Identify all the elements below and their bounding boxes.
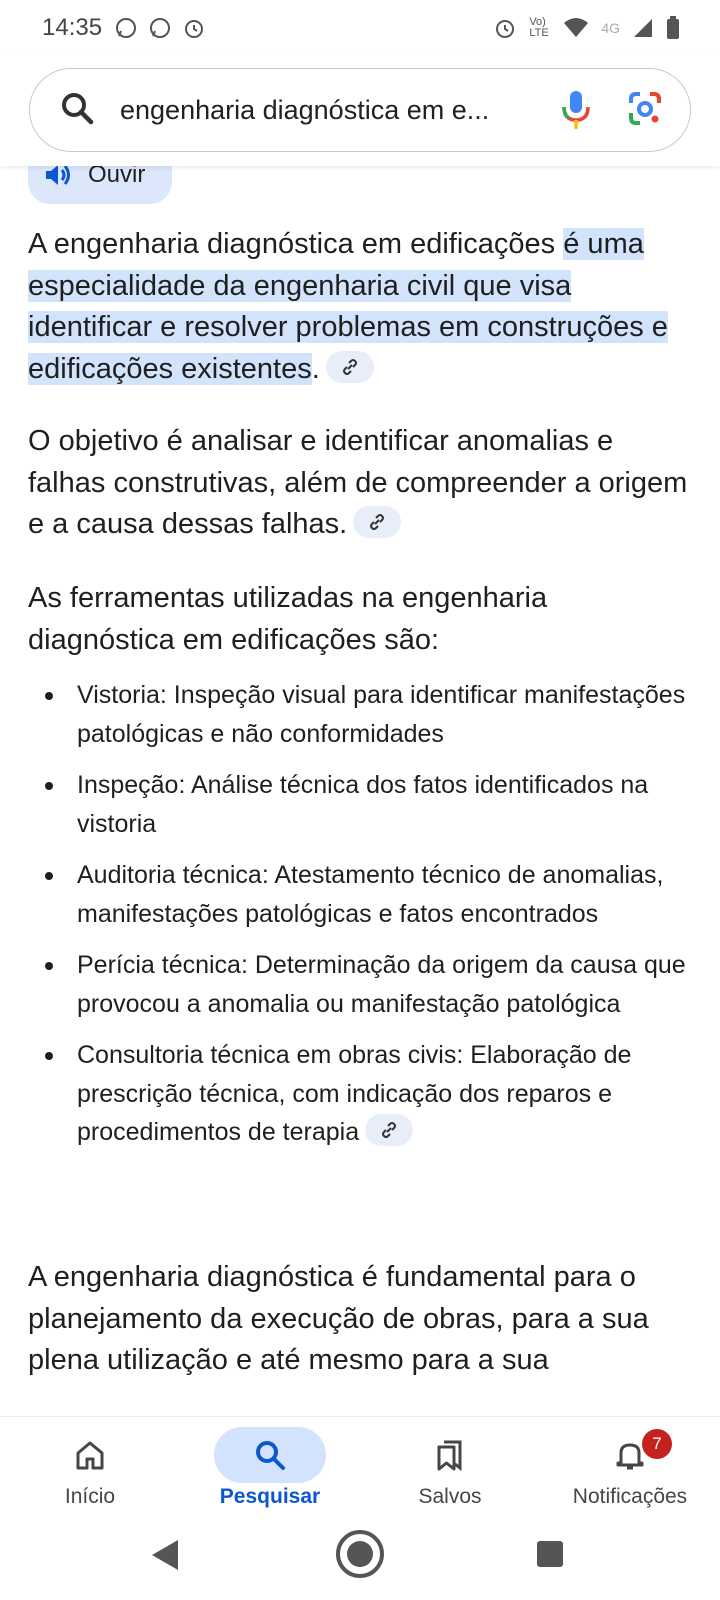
list-item: Auditoria técnica: Atestamento técnico de anomalias, manifestações patológicas e fatos encontrados: [28, 856, 698, 933]
nav-saved[interactable]: [375, 1417, 525, 1527]
nav-notifications[interactable]: [555, 1417, 705, 1527]
source-link-chip[interactable]: [326, 351, 374, 383]
list-item: [28, 1036, 698, 1152]
clock: 14:35: [42, 14, 103, 41]
bookmarks-icon: [433, 1438, 467, 1472]
search-icon: [253, 1438, 287, 1472]
system-navigation: [0, 1526, 720, 1600]
recents-icon[interactable]: [536, 1540, 564, 1568]
search-header: [0, 56, 720, 166]
link-icon: [341, 358, 359, 376]
whatsapp-icon: [148, 16, 172, 40]
speaker-icon: [44, 166, 72, 188]
search-box[interactable]: [29, 68, 691, 152]
volte-indicator: Vo) LTE: [529, 16, 549, 39]
alarm-icon: [493, 16, 517, 40]
source-link-chip[interactable]: [353, 506, 401, 538]
paragraph-tools-intro: As ferramentas utilizadas na engenharia diagnóstica em edificações são:: [28, 582, 548, 656]
list-item: Perícia técnica: Determinação da origem da causa que provocou a anomalia ou manifestação patológica: [28, 946, 698, 1023]
mic-icon[interactable]: [558, 87, 594, 133]
search-icon[interactable]: [58, 89, 98, 129]
status-bar: [0, 0, 720, 56]
battery-icon: [666, 16, 680, 40]
signal-icon: [632, 17, 654, 39]
objective-text: O objetivo é analisar e identificar anomalias e falhas construtivas, além de compreender a origem e a causa dessas falhas.: [28, 425, 688, 540]
tools-list: [28, 676, 698, 1165]
listen-label: Ouvir: [88, 166, 146, 188]
home-circle-icon[interactable]: [334, 1528, 386, 1580]
paragraph-conclusion: A engenharia diagnóstica é fundamental para o planejamento da execução de obras, para a sua plena utilização e até mesmo para a sua: [28, 1261, 649, 1376]
paragraph-definition: [28, 224, 692, 390]
definition-end: .: [311, 352, 320, 385]
whatsapp-icon: [114, 16, 138, 40]
ai-overview-content: [0, 166, 720, 1416]
home-icon: [73, 1438, 107, 1472]
source-link-chip[interactable]: [365, 1114, 413, 1146]
definition-highlight: é uma especialidade da engenharia civil que visa identificar e resolver problemas em construções e edificações existentes: [28, 228, 668, 385]
nav-search-label: Pesquisar: [219, 1485, 321, 1508]
bottom-navigation: [0, 1416, 720, 1527]
nav-saved-label: Salvos: [418, 1485, 482, 1508]
list-item: Inspeção: Análise técnica dos fatos identificados na vistoria: [28, 766, 698, 843]
back-icon[interactable]: [150, 1538, 180, 1572]
nav-home[interactable]: [15, 1417, 165, 1527]
link-icon: [380, 1121, 398, 1139]
alarm-icon: [182, 16, 206, 40]
search-input[interactable]: engenharia diagnóstica em e...: [120, 95, 490, 125]
network-label: 4G: [601, 20, 620, 36]
nav-notifications-label: Notificações: [572, 1485, 688, 1508]
list-item: Vistoria: Inspeção visual para identificar manifestações patológicas e não conformidades: [28, 676, 698, 753]
nav-search[interactable]: [195, 1417, 345, 1527]
link-icon: [368, 513, 386, 531]
google-lens-icon[interactable]: [625, 87, 665, 133]
wifi-icon: [563, 17, 589, 39]
listen-button[interactable]: [28, 166, 172, 204]
definition-text: A engenharia diagnóstica em edificações: [28, 228, 564, 260]
nav-home-label: Início: [64, 1485, 116, 1508]
notifications-badge: 7: [642, 1429, 672, 1459]
list-item-text: Consultoria técnica em obras civis: Elaboração de prescrição técnica, com indicação dos reparos e procedimentos de terapia: [77, 1041, 632, 1146]
paragraph-objective: [28, 421, 692, 546]
